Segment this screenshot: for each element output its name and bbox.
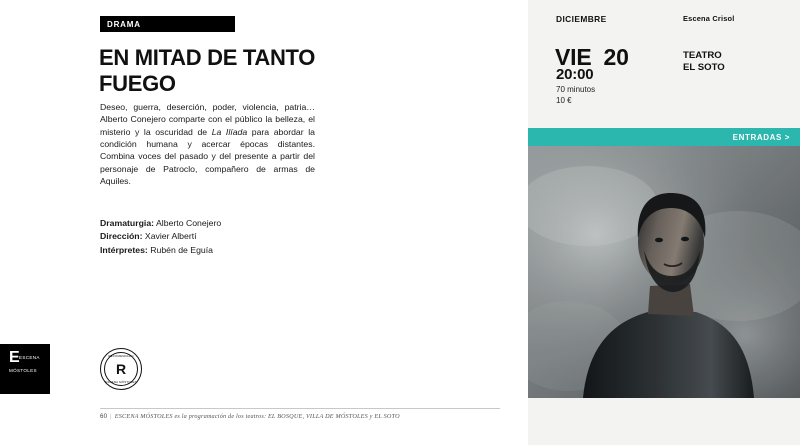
footer-divider: [100, 408, 500, 409]
day-number: 20: [603, 44, 629, 70]
stamp-letter: R: [115, 361, 127, 377]
credits-block: [100, 217, 330, 257]
credit-row: [100, 244, 330, 257]
credit-role: Intérpretes:: [100, 244, 148, 255]
credit-row: [100, 217, 330, 230]
credit-row: [100, 230, 330, 243]
price-label: 10 €: [556, 96, 572, 105]
credit-name: Xavier Albertí: [142, 231, 197, 242]
weekday-label: VIE: [555, 44, 592, 70]
footer-text: ESCENA MÓSTOLES es la programación de los teatros: EL BOSQUE, VILLA DE MÓSTOLES y EL SOTO: [114, 413, 400, 420]
credit-role: Dirección:: [100, 231, 143, 242]
credit-role: Dramaturgia:: [100, 218, 155, 228]
tickets-button-label: ENTRADAS >: [732, 132, 790, 142]
venue-name: [683, 50, 725, 73]
month-label: DICIEMBRE: [556, 14, 607, 24]
tickets-button[interactable]: [528, 128, 800, 146]
cycle-label: Escena Crisol: [683, 14, 735, 23]
show-photo: [528, 146, 800, 398]
duration-label: 70 minutos: [556, 85, 596, 94]
page-number: 60: [100, 413, 108, 420]
genre-tag-label: DRAMA: [107, 19, 141, 29]
escena-mostoles-logo: [0, 344, 50, 394]
show-photo-image: [528, 146, 800, 398]
synopsis-part-1: Deseo, guerra, deserción, poder, violencia, patria… Alberto Conejero comparte con el público la belleza, el misterio y la oscuridad de: [100, 102, 315, 137]
credit-name: Rubén de Eguía: [147, 244, 214, 255]
footer-separator: |: [110, 413, 112, 420]
seal-stamp-icon: [100, 348, 142, 390]
genre-tag: [100, 16, 235, 32]
logo-line-mostoles: MÓSTOLES: [9, 368, 37, 373]
synopsis-text: [100, 101, 315, 187]
stamp-top-label: RECOMENDADO: [108, 354, 134, 358]
start-time: 20:00: [556, 66, 594, 83]
synopsis-work-title: La Ilíada: [211, 126, 248, 137]
page-title: EN MITAD DE TANTO FUEGO: [99, 45, 316, 96]
logo-letter-e: E: [9, 349, 20, 366]
venue-line-1: TEATRO: [683, 50, 722, 61]
venue-line-2: EL SOTO: [683, 61, 725, 73]
stamp-bottom-label: ESCENA MÓSTOLES: [105, 380, 137, 384]
synopsis-part-2: para abordar la condición humana y acercar épocas distantes. Combina voces del pasado y del presente a partir del personaje de Patroclo, compañero de armas de Aquiles.: [100, 126, 315, 187]
logo-line-escena: ESCENA: [19, 355, 40, 360]
footer: [100, 413, 400, 420]
credit-name: Alberto Conejero: [154, 218, 222, 228]
